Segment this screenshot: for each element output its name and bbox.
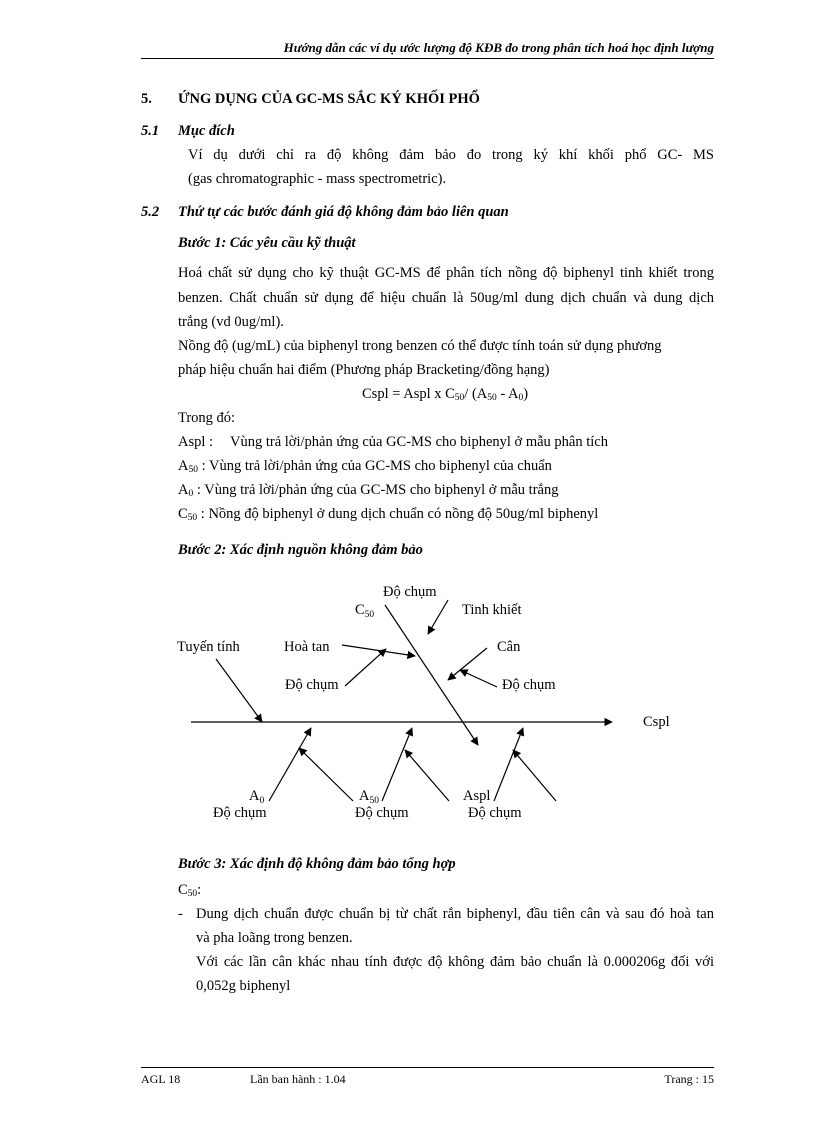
a50-do-chum-arrow xyxy=(405,750,449,801)
s51-line-2: (gas chromatographic - mass spectrometric). xyxy=(188,171,447,187)
step1-p1-line-1: Hoá chất sử dụng cho kỹ thuật GC-MS để phân tích nồng độ biphenyl tinh khiết trong xyxy=(178,265,714,281)
c50-heading: $C_{50}$: xyxy=(178,882,202,899)
formula: Cspl = Aspl x $C_{50}/$ $(A_{50} - A_0)$ xyxy=(362,386,529,403)
footer-page-number: Trang : 15 xyxy=(664,1072,714,1086)
footer-doc-code: AGL 18 xyxy=(141,1072,181,1086)
s51-line-1: Ví dụ dưới chỉ ra độ không đảm bảo đo trong ký khí khối phổ GC- MS xyxy=(188,147,714,163)
step3-line-3: Với các lần cân khác nhau tính được độ không đảm bảo chuẩn là 0.000206g đối với xyxy=(196,954,714,970)
label-do-chum-left: Độ chụm xyxy=(285,677,339,693)
bullet-dash: - xyxy=(178,906,183,922)
label-a50: $A_{50}$ xyxy=(359,788,379,806)
step-2-title: Bước 2: Xác định nguồn không đảm bảo xyxy=(178,542,423,558)
running-header: Hướng dẫn các ví dụ ước lượng độ KĐB đo trong phân tích hoá học định lượng xyxy=(283,40,714,55)
a0-branch-arrow xyxy=(269,728,311,801)
step3-line-2: và pha loãng trong benzen. xyxy=(196,930,353,946)
definition-a0: $A_0$ : Vùng trả lời/phản ứng của GC-MS cho biphenyl ở mẫu trắng xyxy=(178,482,559,499)
label-do-chum-top: Độ chụm xyxy=(383,584,437,600)
step1-p1-line-3: trắng (vd 0ug/ml). xyxy=(178,314,284,330)
tinh-khiet-arrow xyxy=(428,600,448,634)
step3-line-1: Dung dịch chuẩn được chuẩn bị từ chất rắn biphenyl, đầu tiên cân và sau đó hoà tan xyxy=(196,906,714,922)
label-do-chum-aspl: Độ chụm xyxy=(468,805,522,821)
subsection-5-2-title: Thứ tự các bước đánh giá độ không đảm bảo liên quan xyxy=(178,204,509,220)
definition-aspl: Aspl : Vùng trả lời/phản ứng của GC-MS cho biphenyl ở mẫu phân tích xyxy=(178,434,608,450)
label-cspl: Cspl xyxy=(643,714,670,730)
label-tuyen-tinh: Tuyến tính xyxy=(177,639,240,655)
step1-p2-line-2: pháp hiệu chuẩn hai điểm (Phương pháp Bracketing/đồng hạng) xyxy=(178,362,550,378)
label-c50: $C_{50}$ xyxy=(355,602,375,620)
c50-branch-arrow xyxy=(385,605,478,745)
subsection-5-1-title: Mục đích xyxy=(178,123,235,139)
footer-issue: Lần ban hành : 1.04 xyxy=(250,1072,346,1086)
tuyen-tinh-arrow xyxy=(216,659,262,722)
label-aspl: Aspl xyxy=(463,788,491,804)
section-number: 5. xyxy=(141,91,152,107)
step3-line-4: 0,052g biphenyl xyxy=(196,978,291,994)
footer-rule xyxy=(141,1067,714,1068)
do-chum-hoa-tan-arrow xyxy=(345,649,386,686)
step1-p1-line-2: benzen. Chất chuẩn sử dụng để hiệu chuẩn là 50ug/ml dung dịch chuẩn và dung dịch xyxy=(178,290,714,306)
subsection-5-2-number: 5.2 xyxy=(141,204,160,220)
label-do-chum-a0: Độ chụm xyxy=(213,805,267,821)
label-can: Cân xyxy=(497,639,521,655)
can-arrow xyxy=(448,648,487,680)
definition-c50: $C_{50}$ : Nồng độ biphenyl ở dung dịch chuẩn có nồng độ 50ug/ml biphenyl xyxy=(178,506,599,523)
step-1-title: Bước 1: Các yêu cầu kỹ thuật xyxy=(178,235,356,251)
do-chum-can-arrow xyxy=(460,670,497,687)
label-hoa-tan: Hoà tan xyxy=(284,639,330,655)
subsection-5-1-number: 5.1 xyxy=(141,123,160,139)
label-do-chum-right: Độ chụm xyxy=(502,677,556,693)
step1-p2-line-1: Nồng độ (ug/mL) của biphenyl trong benzen có thể được tính toán sử dụng phương xyxy=(178,338,662,354)
a0-do-chum-arrow xyxy=(299,748,353,801)
header-rule xyxy=(141,58,714,59)
where-label: Trong đó: xyxy=(178,410,236,426)
fishbone-diagram xyxy=(0,570,816,880)
label-do-chum-a50: Độ chụm xyxy=(355,805,409,821)
section-title: ỨNG DỤNG CỦA GC-MS SẮC KÝ KHỐI PHỔ xyxy=(178,91,480,107)
step-3-title: Bước 3: Xác định độ không đảm bảo tổng hợp xyxy=(178,856,456,872)
label-tinh-khiet: Tinh khiết xyxy=(462,602,522,618)
definition-a50: $A_{50}$ : Vùng trả lời/phản ứng của GC-MS cho biphenyl của chuẩn xyxy=(178,458,552,475)
a50-branch-arrow xyxy=(382,728,412,801)
hoa-tan-arrow xyxy=(342,645,415,656)
aspl-do-chum-arrow xyxy=(513,750,556,801)
aspl-branch-arrow xyxy=(494,728,523,801)
label-a0: $A_0$ xyxy=(249,788,265,806)
